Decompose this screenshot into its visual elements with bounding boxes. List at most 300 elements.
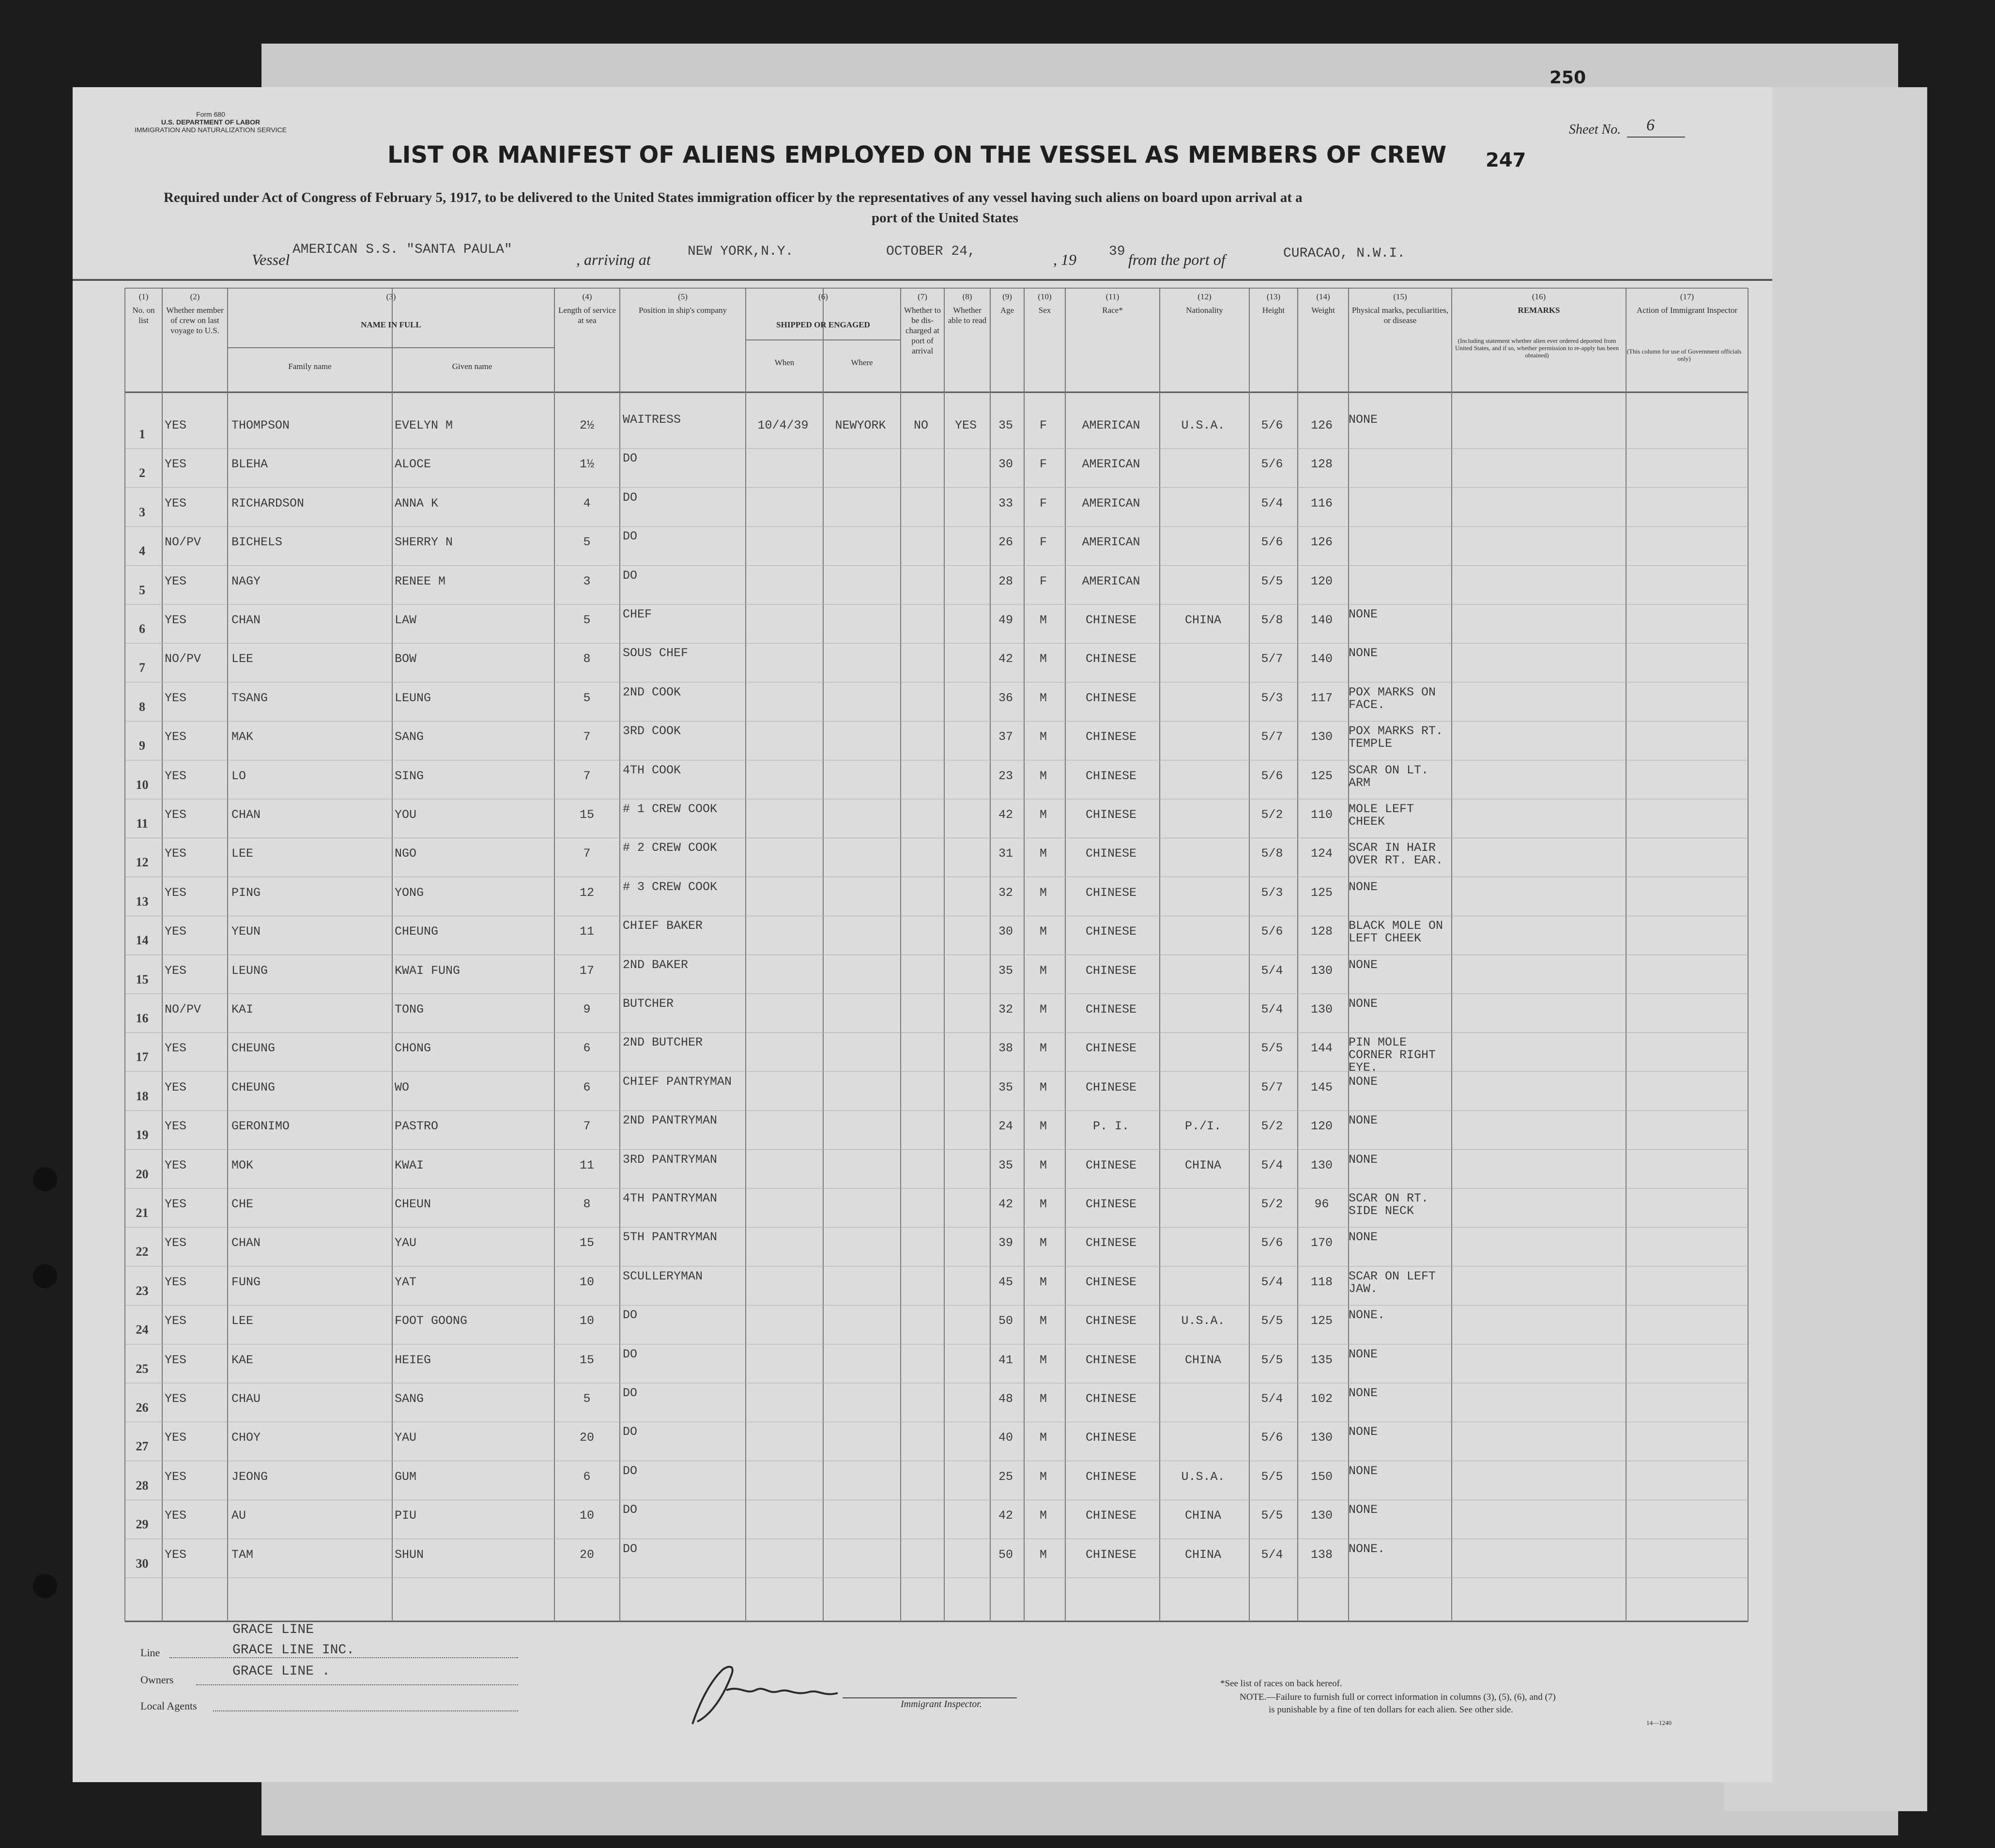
cell-position: DO: [623, 529, 638, 544]
cell-height: 5/2: [1261, 1119, 1283, 1134]
cell-weight: 135: [1310, 1353, 1333, 1367]
cell-marks: NONE: [1349, 1425, 1378, 1439]
cell-height: 5/2: [1261, 808, 1283, 822]
cell-given: CHEUN: [395, 1197, 431, 1211]
cell-where: NEWYORK: [835, 418, 886, 432]
cell-no: 22: [136, 1245, 149, 1259]
cell-race: CHINESE: [1085, 1158, 1137, 1172]
column-header: Length of service at sea: [558, 306, 616, 325]
column-number: (17): [1680, 292, 1694, 301]
cell-race: CHINESE: [1085, 769, 1137, 783]
cell-position: # 1 CREW COOK: [623, 802, 718, 816]
stamp-number: 247: [1486, 149, 1526, 171]
cell-weight: 130: [1310, 1002, 1333, 1016]
cell-prev: YES: [165, 1158, 187, 1172]
cell-sex: M: [1039, 613, 1047, 627]
cell-sex: M: [1039, 847, 1047, 861]
column-header: Age: [1000, 306, 1014, 315]
cell-height: 5/4: [1261, 1392, 1283, 1406]
cell-weight: 117: [1310, 691, 1333, 705]
cell-weight: 128: [1310, 457, 1333, 472]
cell-family: CHAU: [231, 1392, 261, 1406]
cell-height: 5/7: [1261, 652, 1283, 666]
cell-height: 5/7: [1261, 1080, 1283, 1094]
cell-race: CHINESE: [1085, 691, 1137, 705]
column-number: (7): [918, 292, 927, 301]
cell-family: GERONIMO: [231, 1119, 290, 1134]
cell-service: 12: [579, 885, 594, 900]
cell-service: 6: [583, 1080, 591, 1094]
cell-family: CHE: [231, 1197, 254, 1211]
cell-given: SHUN: [395, 1547, 424, 1562]
family-name-subhead: Family name: [288, 362, 332, 371]
arriving-label: , arriving at: [576, 251, 651, 268]
cell-marks: NONE: [1349, 607, 1378, 621]
cell-marks: SCAR IN HAIR OVER RT. EAR.: [1349, 841, 1443, 868]
cell-age: 39: [998, 1236, 1013, 1250]
cell-race: AMERICAN: [1082, 574, 1140, 588]
column-header: Whether member of crew on last voyage to U.S.: [166, 306, 224, 335]
cell-family: CHAN: [231, 613, 261, 627]
cell-position: CHEF: [623, 607, 652, 621]
cell-weight: 130: [1310, 963, 1333, 978]
cell-family: LEE: [231, 652, 254, 666]
owners-label: Owners: [140, 1674, 174, 1686]
cell-prev: YES: [165, 1353, 187, 1367]
cell-age: 33: [998, 496, 1013, 510]
cell-age: 35: [998, 1080, 1013, 1094]
cell-service: 7: [583, 730, 591, 744]
cell-sex: F: [1039, 418, 1047, 432]
cell-service: 15: [579, 1353, 594, 1367]
column-number: (15): [1393, 292, 1407, 301]
cell-weight: 126: [1310, 535, 1333, 550]
cell-nationality: CHINA: [1184, 1158, 1221, 1172]
cell-prev: YES: [165, 769, 187, 783]
column-header: SHIPPED OR ENGAGED: [776, 320, 870, 329]
cell-given: ANNA K: [395, 496, 439, 510]
cell-no: 24: [136, 1323, 149, 1337]
cell-race: CHINESE: [1085, 730, 1137, 744]
cell-service: 7: [583, 847, 591, 861]
cell-sex: M: [1039, 808, 1047, 822]
cell-service: 1½: [579, 457, 594, 472]
cell-race: CHINESE: [1085, 652, 1137, 666]
cell-family: CHAN: [231, 1236, 261, 1250]
cell-marks: POX MARKS ON FACE.: [1349, 685, 1436, 712]
cell-height: 5/7: [1261, 730, 1283, 744]
cell-sex: M: [1039, 1158, 1047, 1172]
cell-position: SOUS CHEF: [623, 646, 689, 661]
cell-prev: YES: [165, 1080, 187, 1094]
cell-age: 28: [998, 574, 1013, 588]
cell-height: 5/4: [1261, 1275, 1283, 1289]
cell-service: 10: [579, 1275, 594, 1289]
cell-age: 42: [998, 808, 1013, 822]
cell-prev: YES: [165, 1197, 187, 1211]
cell-prev: YES: [165, 613, 187, 627]
cell-height: 5/4: [1261, 1158, 1283, 1172]
cell-race: CHINESE: [1085, 1236, 1137, 1250]
column-header: Sex: [1038, 306, 1051, 315]
cell-weight: 125: [1310, 885, 1333, 900]
cell-position: DO: [623, 451, 638, 466]
cell-prev: YES: [165, 885, 187, 900]
cell-nationality: P./I.: [1184, 1119, 1221, 1134]
cell-position: DO: [623, 568, 638, 583]
cell-position: DO: [623, 1503, 638, 1517]
cell-prev: NO/PV: [165, 535, 201, 550]
cell-age: 30: [998, 457, 1013, 472]
cell-age: 32: [998, 885, 1013, 900]
cell-family: TSANG: [231, 691, 268, 705]
cell-service: 5: [583, 535, 591, 550]
cell-family: LO: [231, 769, 246, 783]
from-label: from the port of: [1128, 251, 1226, 268]
cell-age: 36: [998, 691, 1013, 705]
cell-given: SING: [395, 769, 424, 783]
cell-prev: YES: [165, 1509, 187, 1523]
cell-family: LEUNG: [231, 963, 268, 978]
cell-marks: NONE: [1349, 1463, 1378, 1478]
column-number: (6): [818, 292, 828, 301]
column-number: (11): [1105, 292, 1120, 301]
cell-service: 20: [579, 1431, 594, 1445]
cell-prev: YES: [165, 457, 187, 472]
cell-family: MAK: [231, 730, 254, 744]
cell-no: 18: [136, 1089, 149, 1103]
cell-marks: NONE: [1349, 1503, 1378, 1517]
cell-age: 31: [998, 847, 1013, 861]
form-number: Form 680: [196, 110, 225, 118]
cell-service: 5: [583, 1392, 591, 1406]
cell-sex: M: [1039, 1275, 1047, 1289]
subtitle-2: port of the United States: [872, 210, 1018, 226]
cell-race: CHINESE: [1085, 1197, 1137, 1211]
cell-height: 5/6: [1261, 418, 1283, 432]
cell-given: NGO: [395, 847, 417, 861]
cell-weight: 145: [1310, 1080, 1333, 1094]
cell-sex: M: [1039, 769, 1047, 783]
cell-family: PING: [231, 885, 261, 900]
cell-weight: 170: [1310, 1236, 1333, 1250]
cell-height: 5/5: [1261, 1314, 1283, 1328]
cell-prev: YES: [165, 418, 187, 432]
cell-height: 5/5: [1261, 1041, 1283, 1056]
cell-position: 4TH COOK: [623, 763, 681, 777]
column-header: Race*: [1102, 306, 1123, 315]
cell-height: 5/2: [1261, 1197, 1283, 1211]
from-value: CURACAO, N.W.I.: [1283, 246, 1406, 261]
cell-race: CHINESE: [1085, 1314, 1137, 1328]
cell-position: # 2 CREW COOK: [623, 841, 718, 855]
cell-service: 9: [583, 1002, 591, 1016]
cell-height: 5/4: [1261, 963, 1283, 978]
cell-prev: NO/PV: [165, 652, 201, 666]
cell-when: 10/4/39: [757, 418, 809, 432]
cell-height: 5/6: [1261, 1236, 1283, 1250]
cell-service: 8: [583, 652, 591, 666]
cell-given: YOU: [395, 808, 417, 822]
inspector-signature: [663, 1656, 886, 1734]
cell-family: TAM: [231, 1547, 254, 1562]
cell-sex: M: [1039, 1392, 1047, 1406]
cell-service: 15: [579, 1236, 594, 1250]
cell-position: 2ND BUTCHER: [623, 1035, 703, 1050]
line-label: Line: [140, 1647, 160, 1659]
cell-height: 5/5: [1261, 1469, 1283, 1484]
owners-underline: [196, 1684, 518, 1685]
cell-service: 8: [583, 1197, 591, 1211]
cell-weight: 130: [1310, 1158, 1333, 1172]
cell-age: 42: [998, 652, 1013, 666]
cell-height: 5/6: [1261, 1431, 1283, 1445]
owners-value: GRACE LINE .: [232, 1664, 330, 1679]
cell-no: 26: [136, 1401, 149, 1415]
cell-prev: YES: [165, 847, 187, 861]
cell-given: GUM: [395, 1469, 417, 1484]
cell-no: 5: [139, 583, 145, 597]
cell-position: DO: [623, 1425, 638, 1439]
cell-age: 50: [998, 1314, 1013, 1328]
column-number: (10): [1038, 292, 1052, 301]
cell-given: CHONG: [395, 1041, 431, 1056]
arriving-value: NEW YORK,N.Y.: [688, 244, 794, 259]
cell-given: KWAI: [395, 1158, 424, 1172]
cell-age: 40: [998, 1431, 1013, 1445]
cell-given: YAU: [395, 1236, 417, 1250]
cell-weight: 138: [1310, 1547, 1333, 1562]
cell-weight: 120: [1310, 574, 1333, 588]
cell-sex: F: [1039, 496, 1047, 510]
cell-race: CHINESE: [1085, 1002, 1137, 1016]
cell-prev: YES: [165, 1314, 187, 1328]
corner-number: 250: [1550, 68, 1586, 88]
cell-given: LEUNG: [395, 691, 431, 705]
cell-race: AMERICAN: [1082, 457, 1140, 472]
cell-sex: M: [1039, 963, 1047, 978]
line-underline: [169, 1657, 518, 1658]
cell-position: WAITRESS: [623, 413, 681, 427]
cell-weight: 110: [1310, 808, 1333, 822]
cell-no: 10: [136, 777, 149, 792]
cell-no: 16: [136, 1011, 149, 1025]
cell-age: 37: [998, 730, 1013, 744]
cell-sex: M: [1039, 1002, 1047, 1016]
service-name: IMMIGRATION AND NATURALIZATION SERVICE: [135, 126, 287, 134]
cell-position: 4TH PANTRYMAN: [623, 1191, 718, 1205]
cell-height: 5/6: [1261, 924, 1283, 939]
column-header: Whether able to read: [948, 306, 987, 325]
cell-given: SANG: [395, 730, 424, 744]
cell-no: 23: [136, 1283, 149, 1298]
agents-label: Local Agents: [140, 1700, 197, 1712]
cell-race: CHINESE: [1085, 1080, 1137, 1094]
cell-marks: NONE.: [1349, 1308, 1385, 1323]
cell-service: 11: [579, 924, 594, 939]
cell-height: 5/8: [1261, 613, 1283, 627]
cell-prev: YES: [165, 1547, 187, 1562]
cell-prev: YES: [165, 574, 187, 588]
column-header: Whether to be dis-charged at port of arrival: [904, 306, 941, 355]
cell-no: 7: [139, 661, 145, 675]
column-number: (2): [190, 292, 200, 301]
cell-family: JEONG: [231, 1469, 268, 1484]
cell-position: DO: [623, 1308, 638, 1323]
cell-given: PIU: [395, 1509, 417, 1523]
cell-given: TONG: [395, 1002, 424, 1016]
cell-height: 5/5: [1261, 1353, 1283, 1367]
cell-marks: PIN MOLE CORNER RIGHT EYE.: [1349, 1035, 1436, 1075]
remarks-subhead: (Including statement whether alien ever ordered deported from United States, and if so, whether permission to re-apply has been obtained): [1455, 337, 1619, 359]
cell-weight: 125: [1310, 1314, 1333, 1328]
cell-age: 35: [998, 963, 1013, 978]
cell-given: YONG: [395, 885, 424, 900]
cell-service: 5: [583, 691, 591, 705]
cell-given: FOOT GOONG: [395, 1314, 468, 1328]
cell-no: 20: [136, 1167, 149, 1181]
cell-height: 5/6: [1261, 535, 1283, 550]
cell-weight: 126: [1310, 418, 1333, 432]
cell-no: 9: [139, 739, 145, 753]
cell-weight: 102: [1310, 1392, 1333, 1406]
column-header: Physical marks, peculiarities, or disease: [1351, 306, 1449, 325]
cell-position: 2ND BAKER: [623, 957, 689, 972]
cell-marks: NONE: [1349, 1074, 1378, 1089]
cell-weight: 130: [1310, 1431, 1333, 1445]
cell-sex: M: [1039, 924, 1047, 939]
cell-no: 29: [136, 1517, 149, 1532]
cell-family: CHOY: [231, 1431, 261, 1445]
given-name-subhead: Given name: [452, 362, 492, 371]
cell-position: CHIEF PANTRYMAN: [623, 1074, 732, 1089]
cell-family: RICHARDSON: [231, 496, 305, 510]
cell-nationality: U.S.A.: [1181, 1469, 1225, 1484]
cell-age: 45: [998, 1275, 1013, 1289]
cell-position: DO: [623, 1347, 638, 1361]
column-header: NAME IN FULL: [361, 320, 421, 329]
cell-marks: NONE: [1349, 1230, 1378, 1245]
cell-race: CHINESE: [1085, 1509, 1137, 1523]
cell-position: 2ND PANTRYMAN: [623, 1113, 718, 1128]
form-code: 14—1240: [1646, 1719, 1672, 1726]
cell-marks: BLACK MOLE ON LEFT CHEEK: [1349, 919, 1443, 946]
column-header: Nationality: [1186, 306, 1223, 315]
cell-no: 13: [136, 894, 149, 909]
cell-race: CHINESE: [1085, 1392, 1137, 1406]
cell-given: YAT: [395, 1275, 417, 1289]
cell-sex: M: [1039, 691, 1047, 705]
cell-no: 12: [136, 855, 149, 870]
cell-weight: 128: [1310, 924, 1333, 939]
column-number: (9): [1002, 292, 1012, 301]
cell-race: CHINESE: [1085, 847, 1137, 861]
cell-prev: NO/PV: [165, 1002, 201, 1016]
cell-age: 48: [998, 1392, 1013, 1406]
column-header: Weight: [1311, 306, 1335, 315]
cell-family: CHEUNG: [231, 1080, 276, 1094]
cell-marks: SCAR ON RT. SIDE NECK: [1349, 1191, 1429, 1218]
cell-height: 5/3: [1261, 691, 1283, 705]
cell-sex: F: [1039, 457, 1047, 472]
cell-service: 7: [583, 769, 591, 783]
cell-height: 5/4: [1261, 1002, 1283, 1016]
cell-nationality: CHINA: [1184, 613, 1221, 627]
cell-prev: YES: [165, 730, 187, 744]
cell-position: DO: [623, 490, 638, 505]
column-header: Height: [1262, 306, 1285, 315]
cell-age: 41: [998, 1353, 1013, 1367]
cell-prev: YES: [165, 1236, 187, 1250]
sheet-underline: [1627, 137, 1685, 138]
cell-sex: M: [1039, 1080, 1047, 1094]
cell-position: CHIEF BAKER: [623, 919, 703, 933]
cell-race: P. I.: [1092, 1119, 1129, 1134]
cell-no: 21: [136, 1206, 149, 1220]
cell-prev: YES: [165, 808, 187, 822]
subtitle: Required under Act of Congress of February 5, 1917, to be delivered to the United States immigration officer by the representatives of any vessel having such aliens on board upon arrival at a: [164, 190, 1303, 205]
cell-height: 5/3: [1261, 885, 1283, 900]
cell-weight: 116: [1310, 496, 1333, 510]
cell-service: 11: [579, 1158, 594, 1172]
cell-sex: M: [1039, 1314, 1047, 1328]
cell-sex: M: [1039, 1119, 1047, 1134]
cell-discharge: NO: [913, 418, 928, 432]
cell-service: 7: [583, 1119, 591, 1134]
cell-race: CHINESE: [1085, 808, 1137, 822]
column-header: Position in ship's company: [638, 306, 727, 315]
cell-sex: M: [1039, 885, 1047, 900]
cell-age: 35: [998, 1158, 1013, 1172]
cell-weight: 150: [1310, 1469, 1333, 1484]
cell-nationality: CHINA: [1184, 1509, 1221, 1523]
sheet-label: Sheet No.: [1569, 122, 1621, 137]
cell-family: CHEUNG: [231, 1041, 276, 1056]
cell-no: 28: [136, 1478, 149, 1493]
cell-sex: M: [1039, 730, 1047, 744]
column-number: (1): [138, 292, 149, 301]
cell-prev: YES: [165, 691, 187, 705]
cell-prev: YES: [165, 1041, 187, 1056]
cell-marks: NONE: [1349, 413, 1378, 427]
vessel-label: Vessel: [252, 251, 290, 268]
cell-family: KAE: [231, 1353, 254, 1367]
cell-height: 5/6: [1261, 457, 1283, 472]
cell-nationality: CHINA: [1184, 1353, 1221, 1367]
cell-given: KWAI FUNG: [395, 963, 460, 978]
cell-sex: M: [1039, 1236, 1047, 1250]
column-number: (3): [386, 292, 396, 301]
cell-weight: 130: [1310, 730, 1333, 744]
cell-position: DO: [623, 1541, 638, 1556]
cell-sex: F: [1039, 535, 1047, 550]
cell-no: 30: [136, 1556, 149, 1571]
cell-nationality: U.S.A.: [1181, 418, 1225, 432]
cell-no: 15: [136, 972, 149, 986]
column-header: No. on list: [132, 306, 155, 325]
cell-service: 3: [583, 574, 591, 588]
cell-marks: NONE.: [1349, 1541, 1385, 1556]
cell-height: 5/8: [1261, 847, 1283, 861]
cell-no: 19: [136, 1128, 149, 1142]
cell-no: 17: [136, 1050, 149, 1064]
cell-given: PASTRO: [395, 1119, 439, 1134]
cell-age: 42: [998, 1509, 1013, 1523]
cell-given: CHEUNG: [395, 924, 439, 939]
cell-age: 32: [998, 1002, 1013, 1016]
cell-given: ALOCE: [395, 457, 431, 472]
cell-age: 30: [998, 924, 1013, 939]
